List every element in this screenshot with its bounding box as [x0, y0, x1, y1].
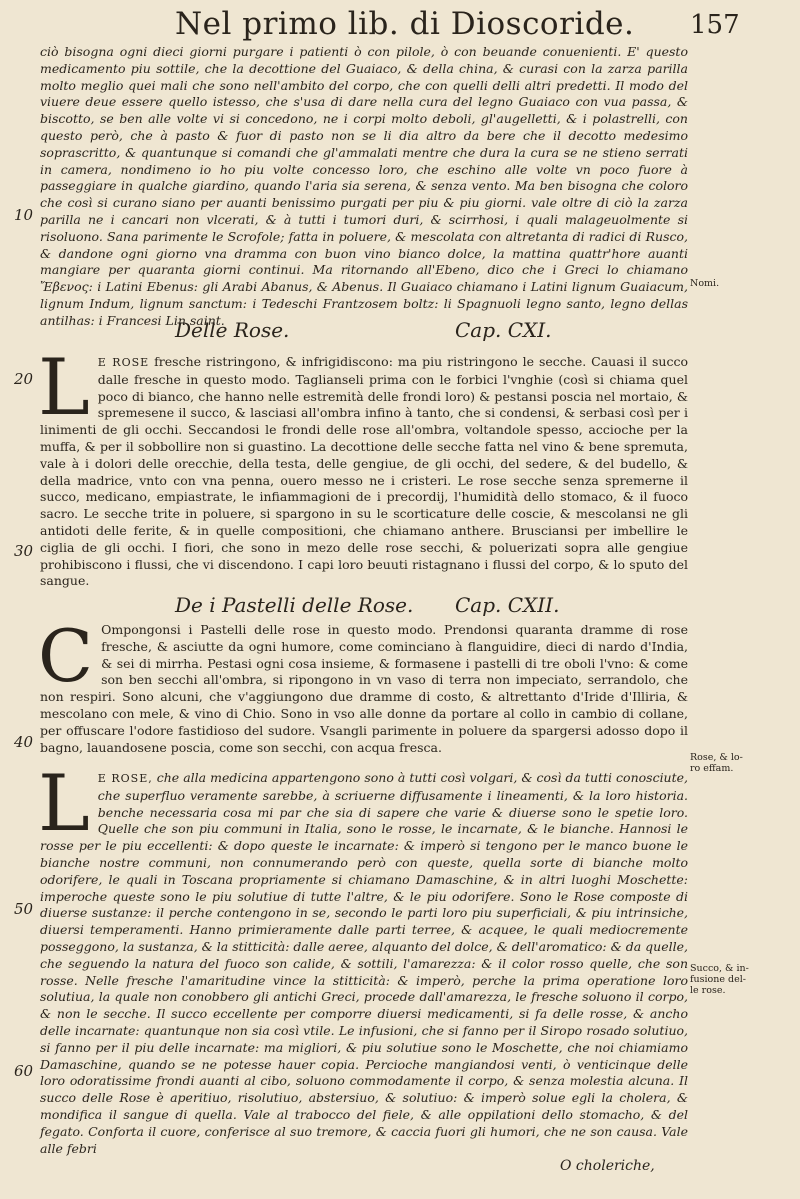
lead-words: E ROSE: [97, 356, 150, 369]
chapter-heading: [175, 593, 575, 621]
page-number: 157: [690, 10, 740, 40]
margin-note-rose: Rose, & lo-ro effam.: [690, 752, 743, 774]
continuation-commentary: ciò bisogna ogni dieci giorni purgare i patienti ò con pilole, ò con beuande conuenienti. E' questo medicamento piu sottile, che la decottione del Guaiaco, & della china, & curasi con la zarza parilla molto meglio quei mali che sono nell'ambito del corpo, che con quelli delli altri predetti. Il modo del viuere deue essere quello istesso, che s'usa di dare nella cura del legno Guaiaco con vua passa, & biscotto, se ben alle volte vi si concedono, ne i corpi molto deboli, gl'augelletti, & i polastrelli, con questo però, che à pasto & fuor di pasto non se li dia altro da bere che il decotto medesimo soprascritto, & quantunque si comandi che gl'ammalati mentre che dura la cura se ne stieno serrati in camera, nondimeno io ho piu volte concesso loro, che eschino alle volte vn poco fuore à passeggiare in qualche giardino, quando l'aria sia serena, & senza vento. Ma ben bisogna che coloro che così si curano siano per auanti benissimo purgati per piu & piu giorni. vale oltre di ciò la zarza parilla ne i cancari non vlcerati, & à tutti i tumori duri, & scirrhosi, i quali malageuolmente si risoluono. Sana parimente le Scrofole; fatta in poluere, & mescolata con altretanta di radici di Rusco, & dandone ogni giorno vna dramma con buon vino bianco dolce, la mattina quattr'hore auanti mangiare per quaranta giorni continui. Ma ritornando all'Ebeno, dico che i Greci lo chiamano Ἔβενος: i Latini Ebenus: gli Arabi Abanus, & Abenus. Il Guaiaco chiamano i Latini lignum Guaiacum, lignum Indum, lignum sanctum: i Tedeschi Frantzosem boltz: li Spagnuoli legno santo, legno dellas antilhas: i Francesi Lin saint.: [40, 44, 688, 328]
margin-note-nomi: Nomi.: [690, 278, 720, 289]
chapter-heading: [175, 318, 575, 346]
drop-cap: L: [38, 759, 90, 849]
chapter-body: Ompongonsi i Pastelli delle rose in questo modo. Prendonsi quaranta dramme di rose fresche, & asciutte da ogni humore, come cominciano à flanguidire, dieci di nardo d'India, & sei di mirrha. Pestasi ogni cosa insieme, & formasene i pastelli di tre oboli l'vno: & come son ben secchi all'ombra, si ripongono in vn vaso di terra non impeciato, serrandolo, che non respiri. Sono alcuni, che v'aggiungono due dramme di costo, & altrettanto d'Iride d'Illiria, & mescolano con mele, & vino di Chio. Sono in vso alle donne da portare al collo in cambio di collane, per offuscare l'odore fastidioso del sudore. Vsangli parimente in poluere da spargersi adosso dopo il bagno, lauandosene poscia, come son secchi, con acqua fresca.: [40, 622, 688, 755]
chapter-body: fresche ristringono, & infrigidiscono: ma piu ristringono le secche. Cauasi il succo dalle fresche in questo modo. Taglianseli prima con le forbici l'vnghie (così si chiama quel poco di bianco, che hanno nelle estremità delle frondi loro) & pestansi poscia nel mortaio, & spremesene il succo, & lasciasi all'ombra infino à tanto, che si condensi, & serbasi così per i linimenti de gli occhi. Seccandosi le frondi delle rose all'ombra, voltandole spesso, accioche per la muffa, & per il sobbollire non si guastino. La decottione delle secche fatta nel vino & bene spremuta, vale à i dolori delle orecchie, della testa, delle gengiue, de gli occhi, del sedere, & del budello, & della madrice, vnto con vna penna, ouero messo ne i cristeri. Le rose secche senza spremerne il succo, medicano, empiastrate, le infiammagioni de i precordij, l'humidità dello stomaco, & il fuoco sacro. Le secche trite in poluere, si spargono in su le scorticature delle coscie, & mescolansi ne gli antidoti delle ferite, & in quelle compositioni, che chiamano anthere. Brusciansi per imbellire le ciglia de gli occhi. I fiori, che sono in mezo delle rose secchi, & poluerizati sopra alle gengiue prohibiscono i flussi, che vi discendono. I capi loro beuuti ristagnano i flussi del corpo, & lo sputo del sangue.: [40, 354, 688, 589]
line-number: 40: [14, 733, 34, 751]
commentary-body: che alla medicina appartengono sono à tutti così volgari, & così da tutti conosciute, che superfluo veramente sarebbe, à scriuerne diffusamente i lineamenti, & la loro historia. benche necessaria cosa mi par che sia di sapere che varie & diuerse sono le spetie loro. Quelle che son piu communi in Italia, sono le rosse, le incarnate, & le bianche. Hannosi le rosse per le piu eccellenti: & dopo queste le incarnate: & imperò si tengono per le manco buone le bianche nostre communi, non connumerando però con queste, quella sorte di bianche molto odorifere, le quali in Toscana propriamente si chiamano Damaschine, & in altri luoghi Moschette: imperoche queste sono le piu solutiue di tutte l'altre, & le piu odorifere. Sono le Rose composte di diuerse sustanze: il perche contengono in se, secondo le parti loro piu superficiali, & piu intrinsiche, diuersi temperamenti. Hanno primieramente dalle parti terree, & acquee, le quali mediocremente posseggono, la sustanza, & la stitticità: dalle aeree, alquanto del dolce, & dell'aromatico: & da quelle, che seguendo la natura del fuoco son calide, & sottili, l'amarezza: & il color rosso quelle, che son rosse. Nelle fresche l'amaritudine vince la stitticità: & imperò, perche la prima operatione loro solutiua, la quale non conobbero gli antichi Greci, procede dall'amarezza, le fresche soluono il corpo, & non le secche. Il succo eccellente per comporre diuersi medicamenti, si fa delle rosse, & ancho delle incarnate: quantunque non sia così vtile. Le infusioni, che si fanno per il Siropo rosado solutiuo, si fanno per il piu delle incarnate: ma migliori, & piu solutiue sono le Moschette, che noi chiamiamo Damaschine, quando se ne potesse hauer copia. Percioche mangiandosi venti, ò venticinque delle loro odoratissime frondi auanti al cibo, soluono commodamente il corpo, & senza molestia alcuna. Il succo delle Rose è aperitiuo, risolutiuo, abstersiuo, & solutiuo: & imperò solue egli la cholera, & mondifica il sangue di quella. Vale al trabocco del fiele, & alle oppilationi dello stomacho, & del fegato. Conforta il cuore, conferisce al suo tremore, & caccia fuori gli humori, che ne son causa. Vale alle febri: [40, 770, 689, 1156]
running-head: Nel primo lib. di Dioscoride.: [175, 6, 635, 42]
line-number: 20: [14, 370, 34, 388]
line-number: 50: [14, 900, 34, 918]
chapter-text: [38, 614, 688, 762]
drop-cap: C: [38, 614, 94, 698]
margin-note-succo: Succo, & in-fusione del-le rose.: [690, 963, 749, 996]
line-number: 60: [14, 1062, 34, 1080]
chapter-title: De i Pastelli delle Rose.: [175, 593, 414, 617]
page-header: [0, 6, 800, 42]
drop-cap: L: [38, 343, 90, 433]
chapter-text: [38, 343, 688, 592]
line-number: 10: [14, 206, 34, 224]
commentary-text: [38, 759, 689, 1156]
catchword: O choleriche,: [560, 1158, 655, 1174]
chapter-number: Cap. CXI.: [455, 318, 552, 342]
lead-words: E ROSE,: [97, 772, 153, 785]
chapter-title: Delle Rose.: [175, 318, 290, 342]
line-number: 30: [14, 542, 34, 560]
chapter-number: Cap. CXII.: [455, 593, 560, 617]
